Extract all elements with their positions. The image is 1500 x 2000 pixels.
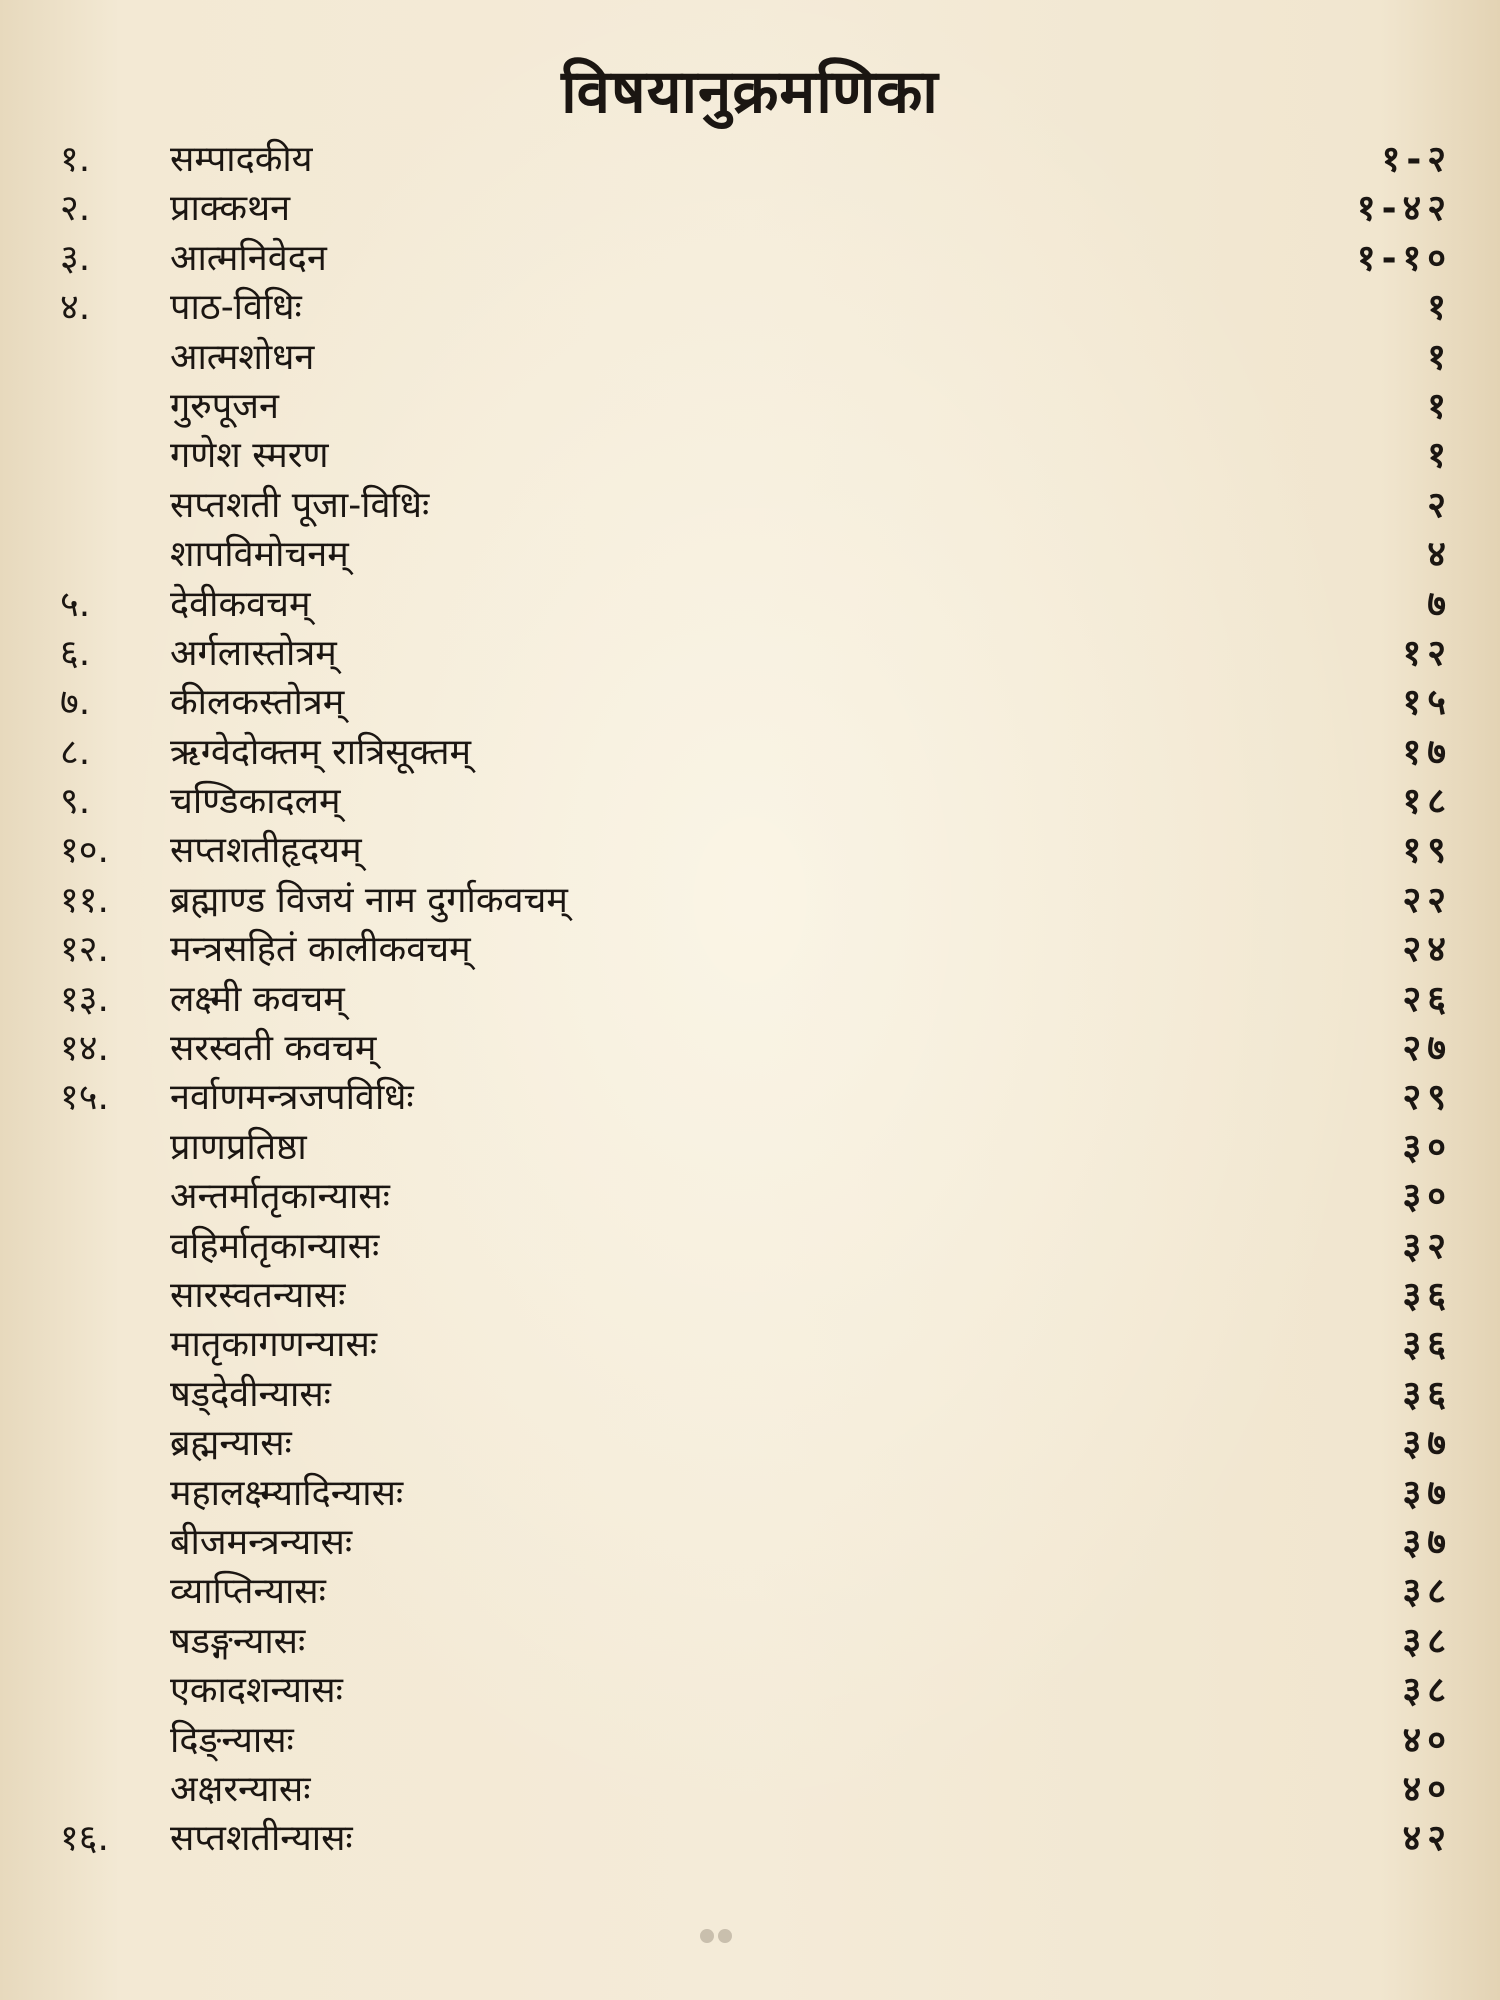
toc-entry-number: ११. [60, 879, 109, 921]
toc-entry-label: दिङ्न्यासः [170, 1719, 294, 1761]
toc-entry-label: सम्पादकीय [170, 139, 313, 180]
toc-entry [0, 1814, 1500, 1863]
toc-entry-page: १-१० [1356, 237, 1452, 279]
toc-entry-page: ३८ [1402, 1670, 1452, 1712]
toc-entry-page: ४० [1402, 1719, 1452, 1761]
toc-entry-label: आत्मनिवेदन [170, 237, 327, 279]
toc-entry [0, 629, 1500, 678]
toc-entry [0, 283, 1500, 332]
toc-entry [0, 1716, 1500, 1765]
toc-entry-label: गुरुपूजन [170, 385, 279, 427]
toc-entry [0, 1320, 1500, 1369]
toc-entry-page: ३६ [1402, 1274, 1452, 1316]
toc-entry-label: आत्मशोधन [170, 336, 315, 378]
toc-entry-label: अन्तर्मातृकान्यासः [170, 1176, 390, 1218]
toc-entry-label: महालक्ष्म्यादिन्यासः [170, 1472, 404, 1514]
toc-entry-number: ९. [60, 781, 91, 823]
toc-entry [0, 333, 1500, 382]
toc-entry-label: ब्रह्मन्यासः [170, 1423, 292, 1465]
toc-entry-label: सप्तशतीन्यासः [170, 1818, 353, 1860]
toc-entry-label: गणेश स्मरण [170, 435, 329, 477]
toc-entry-page: २४ [1402, 929, 1452, 971]
toc-entry [0, 234, 1500, 283]
toc-entry [0, 1469, 1500, 1518]
toc-entry [0, 431, 1500, 480]
toc-entry-page: १-२ [1381, 139, 1452, 180]
toc-entry [0, 826, 1500, 875]
toc-entry-page: १ [1427, 385, 1452, 427]
toc-entry-label: व्याप्तिन्यासः [170, 1571, 326, 1613]
toc-entry-page: १-४२ [1356, 188, 1452, 230]
toc-entry [0, 1370, 1500, 1419]
toc-entry-label: अर्गलास्तोत्रम् [170, 632, 337, 674]
toc-entry [0, 1765, 1500, 1814]
toc-entry [0, 184, 1500, 233]
toc-entry-page: ३७ [1402, 1521, 1452, 1563]
toc-entry-number: ३. [60, 237, 91, 279]
toc-entry-page: ४ [1427, 534, 1452, 576]
toc-entry-page: २६ [1402, 978, 1452, 1020]
toc-entry-label: पाठ-विधिः [170, 287, 302, 329]
toc-entry-page: १२ [1402, 632, 1452, 674]
toc-entry [0, 1222, 1500, 1271]
toc-entry-label: ऋग्वेदोक्तम् रात्रिसूक्तम् [170, 731, 471, 773]
toc-entry-number: १०. [60, 830, 109, 872]
toc-entry-number: १३. [60, 978, 109, 1020]
toc-entry [0, 1567, 1500, 1616]
toc-entry-page: ३६ [1402, 1324, 1452, 1366]
toc-entry-label: षड्देवीन्यासः [170, 1373, 331, 1415]
toc-entry-number: ७. [60, 682, 91, 724]
toc-entry [0, 1617, 1500, 1666]
toc-entry [0, 530, 1500, 579]
toc-entry-page: ३८ [1402, 1620, 1452, 1662]
toc-entry [0, 975, 1500, 1024]
toc-entry [0, 1073, 1500, 1122]
toc-entry-page: ४२ [1402, 1818, 1452, 1860]
toc-entry-page: १७ [1402, 731, 1452, 773]
toc-entry-label: सारस्वतन्यासः [170, 1274, 346, 1316]
toc-entry-page: १ [1427, 336, 1452, 378]
toc-entry-page: २७ [1402, 1028, 1452, 1070]
toc-entry-number: १५. [60, 1077, 109, 1119]
toc-entry-label: सरस्वती कवचम् [170, 1028, 377, 1070]
toc-entry-page: १५ [1402, 682, 1452, 724]
toc-entry-page: २९ [1402, 1077, 1452, 1119]
toc-entry-page: ३७ [1402, 1472, 1452, 1514]
toc-entry-label: षडङ्गन्यासः [170, 1620, 306, 1662]
toc-entry-page: १८ [1402, 781, 1452, 823]
toc-entry [0, 1123, 1500, 1172]
toc-entry-label: कीलकस्तोत्रम् [170, 682, 345, 724]
toc-entry [0, 777, 1500, 826]
toc-entry-label: शापविमोचनम् [170, 534, 349, 576]
toc-entry-label: प्राणप्रतिष्ठा [170, 1126, 307, 1168]
toc-entry-page: १ [1427, 287, 1452, 329]
table-of-contents [0, 135, 1500, 1864]
toc-entry-number: २. [60, 188, 91, 230]
toc-entry-number: १२. [60, 929, 109, 971]
toc-entry-number: १४. [60, 1028, 109, 1070]
toc-entry-number: १६. [60, 1818, 109, 1860]
toc-entry-label: देवीकवचम् [170, 583, 311, 625]
toc-entry [0, 728, 1500, 777]
toc-entry-page: ७ [1427, 583, 1452, 625]
toc-entry-number: ४. [60, 287, 91, 329]
toc-entry-label: मन्त्रसहितं कालीकवचम् [170, 929, 471, 971]
toc-entry [0, 1172, 1500, 1221]
toc-entry [0, 1518, 1500, 1567]
toc-entry-page: १ [1427, 435, 1452, 477]
page-title: विषयानुक्रमणिका [561, 57, 939, 127]
toc-entry-label: मातृकागणन्यासः [170, 1324, 378, 1366]
toc-entry-label: बीजमन्त्रन्यासः [170, 1521, 353, 1563]
toc-entry-page: १९ [1402, 830, 1452, 872]
toc-entry [0, 1419, 1500, 1468]
toc-entry [0, 382, 1500, 431]
page-ornament [700, 1928, 740, 1948]
toc-entry-page: ३७ [1402, 1423, 1452, 1465]
toc-entry-number: ६. [60, 632, 91, 674]
toc-entry-page: ३२ [1402, 1225, 1452, 1267]
toc-entry-label: एकादशन्यासः [170, 1670, 343, 1712]
toc-entry [0, 1666, 1500, 1715]
toc-entry-page: ३६ [1402, 1373, 1452, 1415]
toc-entry [0, 135, 1500, 184]
toc-entry-number: ८. [60, 731, 91, 773]
toc-entry-number: १. [60, 139, 91, 180]
toc-entry-page: ३० [1402, 1126, 1452, 1168]
toc-entry-number: ५. [60, 583, 91, 625]
toc-entry-label: चण्डिकादलम् [170, 781, 341, 823]
toc-entry [0, 481, 1500, 530]
toc-entry-label: प्राक्कथन [170, 188, 291, 230]
toc-entry-label: सप्तशती पूजा-विधिः [170, 484, 430, 526]
toc-entry-label: नर्वाणमन्त्रजपविधिः [170, 1077, 414, 1119]
toc-entry-page: ३० [1402, 1176, 1452, 1218]
toc-entry-page: २२ [1402, 879, 1452, 921]
toc-entry [0, 925, 1500, 974]
toc-entry-page: ४० [1402, 1768, 1452, 1810]
toc-entry-label: वहिर्मातृकान्यासः [170, 1225, 380, 1267]
toc-entry-label: लक्ष्मी कवचम् [170, 978, 345, 1020]
toc-entry [0, 580, 1500, 629]
toc-entry [0, 678, 1500, 727]
toc-entry-page: ३८ [1402, 1571, 1452, 1613]
toc-entry-page: २ [1427, 484, 1452, 526]
toc-entry [0, 1024, 1500, 1073]
toc-entry-label: ब्रह्माण्ड विजयं नाम दुर्गाकवचम् [170, 879, 568, 921]
toc-entry [0, 1271, 1500, 1320]
toc-entry [0, 876, 1500, 925]
toc-entry-label: अक्षरन्यासः [170, 1768, 311, 1810]
toc-entry-label: सप्तशतीहृदयम् [170, 830, 362, 872]
